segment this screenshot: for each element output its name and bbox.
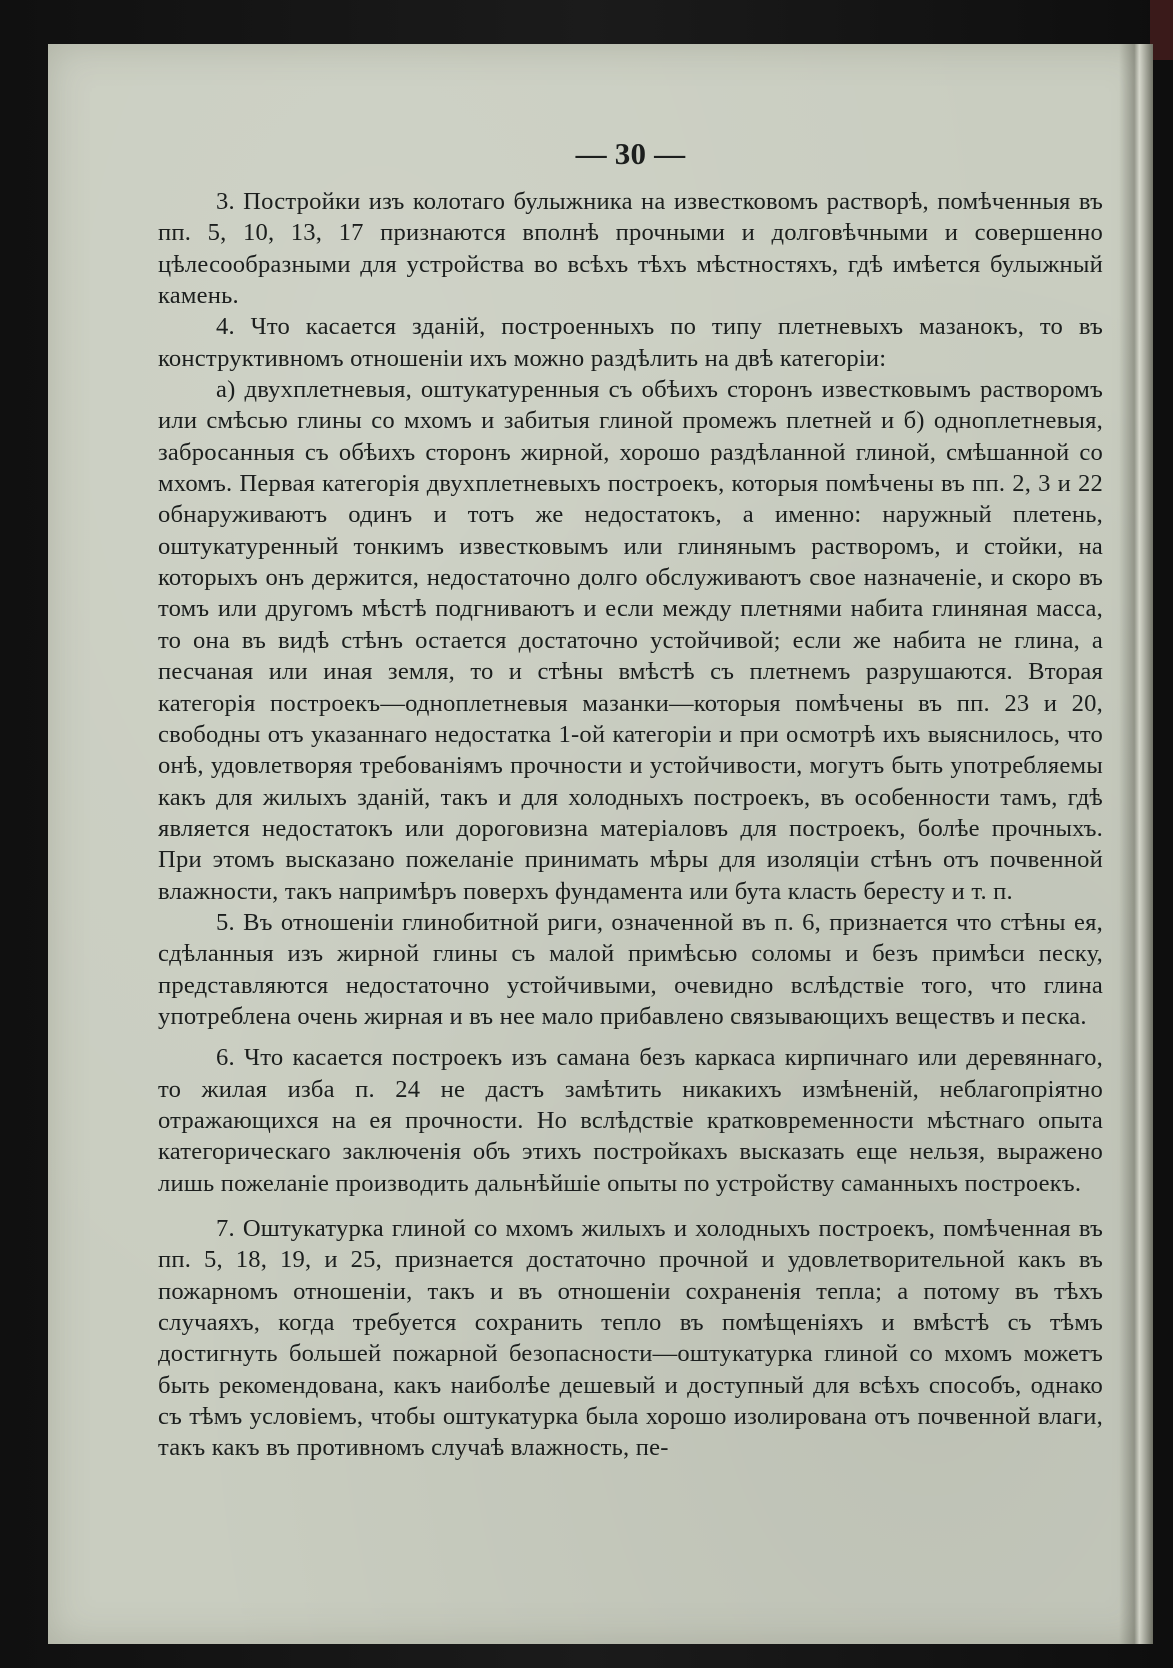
book-cover-edge xyxy=(1150,0,1173,60)
paragraph-4: 4. Что касается зданій, построенныхъ по типу плетневыхъ мазанокъ, то въ конструктивномъ отношеніи ихъ можно раздѣлить на двѣ категоріи: xyxy=(158,313,1103,372)
page-number: — 30 — xyxy=(575,136,686,171)
page-text xyxy=(158,134,1103,1464)
paragraph-3: 3. Постройки изъ колотаго булыжника на известковомъ растворѣ, помѣченныя въ пп. 5, 10, 13, 17 признаются вполнѣ прочными и долговѣчными и совершенно цѣлесообразными для устройства во всѣхъ тѣхъ мѣстностяхъ, гдѣ имѣется булыжный камень. xyxy=(158,188,1103,310)
paragraph-6: 6. Что касается построекъ изъ самана безъ каркаса кирпичнаго или деревяннаго, то жилая изба п. 24 не дастъ замѣтить никакихъ измѣненій, неблагопріятно отражающихся на ея прочности. Но вслѣдствіе кратковременности мѣстнаго опыта категорическаго заключенія объ этихъ постройкахъ высказать еще нельзя, выражено лишь пожеланіе производить дальнѣйшіе опыты по устройству саманныхъ построекъ. xyxy=(158,1044,1103,1197)
paragraph-5: 5. Въ отношеніи глинобитной риги, означенной въ п. 6, признается что стѣны ея, сдѣланныя изъ жирной глины съ малой примѣсью соломы и безъ примѣси песку, представляются недостаточно устойчивыми, очевидно вслѣдствіе того, что глина употреблена очень жирная и въ нее мало прибавлено связывающихъ веществъ и песка. xyxy=(158,908,1103,1030)
paragraph-7: 7. Оштукатурка глиной со мхомъ жилыхъ и холодныхъ построекъ, помѣченная въ пп. 5, 18, 19, и 25, признается достаточно прочной и удовлетворительной какъ въ пожарномъ отношеніи, такъ и въ отношеніи сохраненія тепла; а потому въ тѣхъ случаяхъ, когда требуется сохранить тепло въ помѣщеніяхъ и вмѣстѣ съ тѣмъ достигнуть большей пожарной безопасности—оштукатурка глиной со мхомъ можетъ быть рекомендована, какъ наиболѣе дешевый и доступный для всѣхъ способъ, однако съ тѣмъ условіемъ, чтобы оштукатурка была хорошо изолирована отъ почвенной влаги, такъ какъ въ противномъ случаѣ влажность, пе- xyxy=(158,1215,1103,1462)
book-page xyxy=(48,44,1153,1644)
page-fold-edge xyxy=(1119,44,1153,1644)
paragraph-4-categories: а) двухплетневыя, оштукатуренныя съ обѣихъ сторонъ известковымъ растворомъ или смѣсью глины со мхомъ и забитыя глиной промежъ плетней и б) одноплетневыя, забросанныя съ обѣихъ сторонъ жирной, хорошо раздѣланной глиной, смѣшанной со мхомъ. Первая категорія двухплетневыхъ построекъ, которыя помѣчены въ пп. 2, 3 и 22 обнаруживаютъ одинъ и тотъ же недостатокъ, а именно: наружный плетень, оштукатуренный тонкимъ известковымъ или глинянымъ растворомъ, и стойки, на которыхъ онъ держится, недостаточно долго обслуживаютъ свое назначеніе, и скоро въ томъ или другомъ мѣстѣ подгниваютъ и если между плетнями набита глиняная масса, то она въ видѣ стѣнъ остается достаточно устойчивой; если же набита не глина, а песчаная или иная земля, то и стѣны вмѣстѣ съ плетнемъ разрушаются. Вторая категорія построекъ—одноплетневыя мазанки—которыя помѣчены въ пп. 23 и 20, свободны отъ указаннаго недостатка 1-ой категоріи и при осмотрѣ ихъ выяснилось, что онѣ, удовлетворяя требованіямъ прочности и устойчивости, могутъ быть употребляемы какъ для жилыхъ зданій, такъ и для холодныхъ построекъ, въ особенности тамъ, гдѣ является недостатокъ или дороговизна матеріаловъ для построекъ, болѣе прочныхъ. При этомъ высказано пожеланіе принимать мѣры для изоляціи стѣнъ отъ почвенной влажности, такъ напримѣръ поверхъ фундамента или бута класть бересту и т. п. xyxy=(158,376,1103,905)
